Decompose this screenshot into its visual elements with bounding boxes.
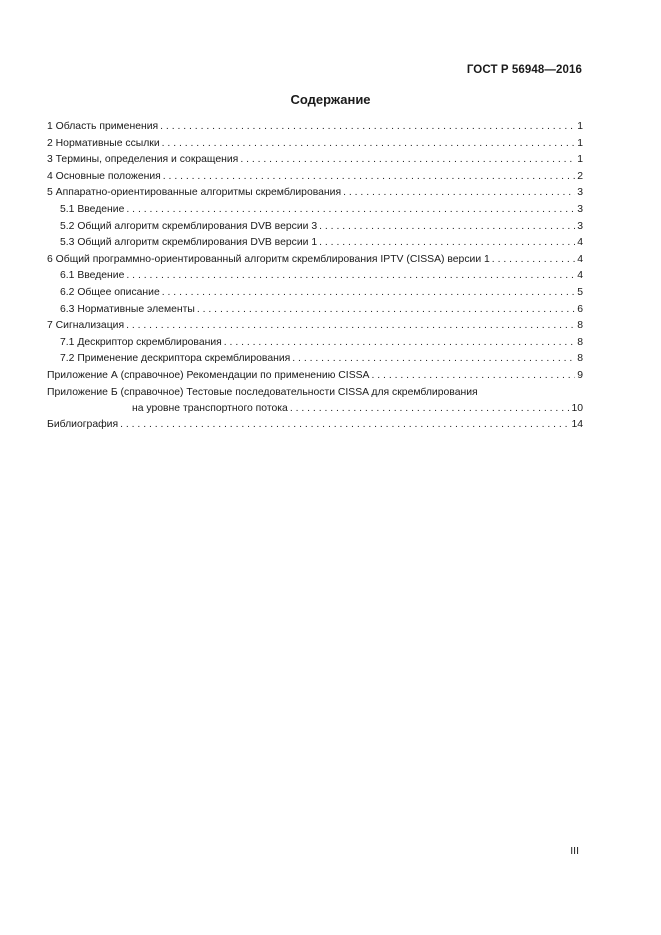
toc-entry-page: 1 (577, 154, 583, 166)
toc-entry-label: 4 Основные положения (47, 170, 161, 182)
leader-dots (126, 202, 575, 219)
toc-entry-page: 14 (571, 418, 583, 430)
toc-entry-page: 1 (577, 121, 583, 132)
toc-entry-bibliography[interactable] (47, 417, 583, 434)
leader-dots (160, 119, 575, 136)
leader-dots (292, 351, 575, 368)
leader-dots (372, 368, 576, 385)
toc-entry-3[interactable] (47, 152, 583, 169)
leader-dots (240, 152, 575, 169)
toc-entry-continuation (47, 401, 583, 417)
toc-entry-7-2[interactable] (47, 351, 583, 368)
toc-entry-page: 10 (571, 402, 583, 414)
toc-entry-page: 1 (577, 137, 583, 149)
toc-entry-label: 7 Сигнализация (47, 320, 125, 332)
leader-dots (162, 136, 576, 153)
toc-entry-5-1[interactable] (47, 202, 583, 219)
leader-dots (126, 268, 575, 285)
toc-entry-page: 3 (577, 203, 583, 215)
leader-dots (224, 335, 575, 352)
toc-entry-label: 5 Аппаратно-ориентированные алгоритмы скремблирования (47, 187, 342, 199)
toc-entry-page: 4 (577, 270, 583, 282)
toc-entry-5-3[interactable] (47, 235, 583, 252)
toc-entry-page: 5 (577, 286, 583, 298)
toc-entry-6-2[interactable] (47, 285, 583, 302)
toc-entry-label: 6.2 Общее описание (60, 286, 160, 298)
toc-entry-label: 7.1 Дескриптор скремблирования (60, 336, 222, 348)
toc-entry-7-1[interactable] (47, 335, 583, 352)
toc-entry-5[interactable] (47, 185, 583, 202)
toc-entry-label: 5.2 Общий алгоритм скремблирования DVB версии 3 (60, 220, 318, 232)
toc-entry-page: 9 (577, 369, 583, 381)
toc-entry-page: 8 (577, 353, 583, 365)
leader-dots (319, 219, 575, 236)
toc-entry-label: 5.3 Общий алгоритм скремблирования DVB версии 1 (60, 237, 318, 249)
toc-entry-6-1[interactable] (47, 268, 583, 285)
toc-entry-label-continued: на уровне транспортного потока (132, 402, 288, 414)
toc-entry-label: 3 Термины, определения и сокращения (47, 154, 239, 166)
toc-entry-page: 8 (577, 320, 583, 332)
leader-dots (492, 252, 575, 269)
toc-entry-7[interactable] (47, 318, 583, 335)
toc-entry-label: 6.3 Нормативные элементы (60, 303, 195, 315)
toc-entry-1[interactable] (47, 119, 583, 136)
toc-entry-label: Библиография (47, 418, 119, 430)
toc-entry-appendix-b[interactable] (47, 385, 583, 417)
leader-dots (120, 417, 569, 434)
toc-entry-page: 4 (577, 237, 583, 249)
leader-dots (197, 302, 575, 319)
leader-dots (162, 285, 575, 302)
leader-dots (163, 169, 575, 186)
toc-entry-label: 5.1 Введение (60, 203, 125, 215)
leader-dots (343, 185, 575, 202)
toc-entry-label: Приложение Б (справочное) Тестовые последовательности CISSA для скремблирования (47, 386, 478, 398)
leader-dots (290, 401, 570, 417)
toc-entry-5-2[interactable] (47, 219, 583, 236)
toc-entry-label: Приложение А (справочное) Рекомендации по применению CISSA (47, 369, 370, 381)
leader-dots (126, 318, 575, 335)
table-of-contents (47, 119, 583, 433)
toc-entry-page: 8 (577, 336, 583, 348)
toc-entry-page: 4 (577, 253, 583, 265)
toc-entry-page: 6 (577, 303, 583, 315)
page-number: III (570, 845, 579, 857)
document-code: ГОСТ Р 56948—2016 (466, 64, 582, 76)
toc-entry-label: 2 Нормативные ссылки (47, 137, 160, 149)
toc-entry-page: 2 (577, 170, 583, 182)
toc-entry-label: 6 Общий программно-ориентированный алгоритм скремблирования IPTV (CISSA) версии 1 (47, 253, 490, 265)
leader-dots (319, 235, 575, 252)
toc-entry-label: 1 Область применения (47, 121, 159, 132)
toc-title: Содержание (290, 92, 371, 107)
toc-entry-page: 3 (577, 187, 583, 199)
toc-entry-page: 3 (577, 220, 583, 232)
toc-entry-6-3[interactable] (47, 302, 583, 319)
toc-entry-2[interactable] (47, 136, 583, 153)
toc-entry-appendix-a[interactable] (47, 368, 583, 385)
toc-entry-label: 6.1 Введение (60, 270, 125, 282)
toc-entry-4[interactable] (47, 169, 583, 186)
toc-entry-label: 7.2 Применение дескриптора скремблирования (60, 353, 291, 365)
toc-entry-6[interactable] (47, 252, 583, 269)
